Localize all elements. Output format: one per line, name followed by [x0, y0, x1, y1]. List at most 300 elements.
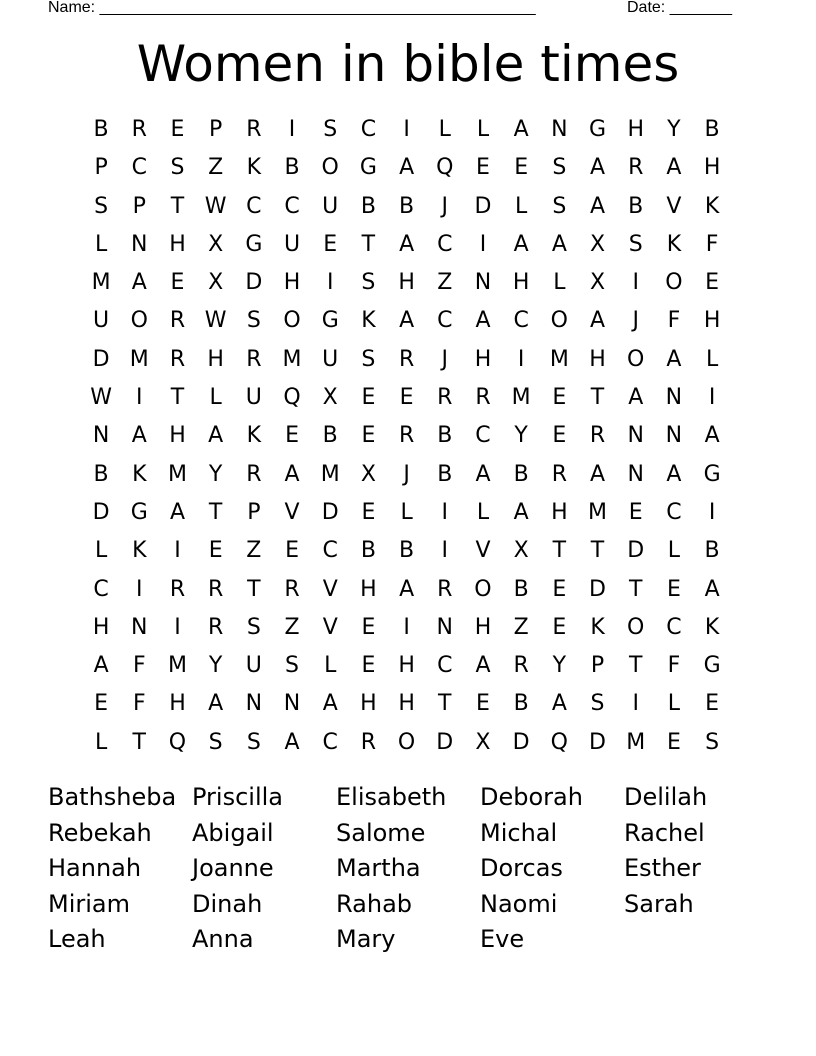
- grid-letter: H: [551, 499, 568, 525]
- grid-letter: T: [590, 538, 605, 564]
- grid-letter: I: [288, 117, 296, 142]
- grid-letter: B: [93, 117, 109, 142]
- grid-letter: A: [399, 308, 415, 334]
- grid-row: [82, 226, 732, 264]
- grid-letter: O: [665, 270, 683, 296]
- grid-row: [82, 341, 732, 379]
- grid-letter: N: [283, 691, 301, 717]
- grid-letter: E: [285, 538, 299, 564]
- grid-letter: A: [551, 691, 567, 717]
- grid-letter: L: [400, 499, 413, 525]
- grid-letter: A: [590, 308, 606, 334]
- grid-letter: C: [284, 193, 300, 219]
- grid-letter: X: [589, 270, 606, 296]
- grid-letter: N: [245, 691, 263, 717]
- word-list-item: Eve: [480, 925, 525, 953]
- grid-letter: M: [320, 461, 340, 487]
- grid-letter: H: [207, 346, 224, 372]
- grid-letter: N: [131, 231, 148, 257]
- grid-letter: M: [588, 499, 608, 525]
- grid-letter: T: [361, 231, 376, 257]
- grid-letter: T: [628, 653, 643, 679]
- grid-letter: H: [169, 231, 186, 257]
- grid-letter: L: [209, 385, 222, 411]
- grid-letter: A: [475, 653, 491, 679]
- grid-letter: K: [132, 461, 147, 487]
- grid-letter: B: [399, 193, 415, 219]
- grid-letter: L: [705, 346, 719, 372]
- grid-letter: G: [703, 461, 721, 487]
- grid-letter: A: [666, 346, 682, 372]
- grid-letter: V: [322, 576, 338, 602]
- grid-letter: S: [170, 155, 185, 181]
- grid-letter: X: [208, 270, 224, 296]
- grid-letter: R: [246, 117, 262, 142]
- grid-letter: M: [129, 346, 149, 372]
- grid-letter: A: [513, 117, 529, 142]
- grid-letter: L: [667, 538, 681, 564]
- grid-letter: R: [475, 385, 491, 411]
- grid-letter: R: [513, 653, 529, 679]
- grid-letter: C: [666, 499, 682, 525]
- grid-letter: R: [551, 461, 567, 487]
- grid-letter: B: [322, 423, 338, 449]
- grid-letter: C: [666, 614, 682, 640]
- grid-row: [82, 456, 732, 494]
- grid-letter: E: [361, 499, 376, 525]
- word-list-item: Miriam: [48, 889, 130, 918]
- name-field-label: Name: _________________________________________________: [48, 0, 536, 16]
- grid-letter: W: [204, 308, 227, 334]
- grid-letter: A: [208, 423, 224, 449]
- grid-letter: L: [476, 499, 490, 525]
- grid-letter: A: [666, 155, 682, 181]
- page-title: Women in bible times: [136, 35, 680, 93]
- grid-letter: U: [283, 231, 301, 257]
- word-list-item: Abigail: [192, 818, 274, 847]
- grid-row: [82, 111, 732, 149]
- grid-letter: I: [174, 614, 181, 640]
- grid-letter: B: [437, 461, 453, 487]
- grid-letter: L: [94, 538, 108, 564]
- letter-grid: [82, 111, 732, 762]
- grid-letter: S: [208, 729, 223, 755]
- grid-letter: E: [476, 155, 490, 181]
- grid-letter: A: [169, 499, 185, 525]
- grid-row: [82, 532, 732, 570]
- grid-letter: C: [437, 231, 453, 257]
- grid-row: [82, 188, 732, 226]
- word-list-item: Anna: [192, 925, 254, 953]
- grid-letter: J: [403, 461, 410, 487]
- grid-letter: U: [322, 193, 339, 219]
- grid-letter: C: [475, 423, 491, 449]
- grid-letter: H: [512, 270, 530, 296]
- word-list-item: Naomi: [480, 889, 558, 918]
- grid-letter: F: [667, 308, 681, 334]
- grid-letter: G: [359, 155, 377, 181]
- grid-letter: V: [322, 614, 338, 640]
- word-list-item: Priscilla: [192, 783, 283, 811]
- grid-letter: A: [284, 461, 300, 487]
- grid-letter: Z: [513, 614, 529, 640]
- grid-letter: T: [247, 576, 261, 602]
- grid-letter: U: [245, 653, 262, 679]
- grid-letter: H: [360, 576, 377, 602]
- grid-letter: A: [475, 461, 491, 487]
- grid-letter: Y: [208, 461, 223, 487]
- grid-letter: J: [632, 308, 639, 334]
- grid-letter: S: [361, 270, 376, 296]
- grid-letter: K: [666, 231, 682, 257]
- grid-letter: S: [246, 614, 261, 640]
- grid-letter: E: [208, 538, 223, 564]
- grid-letter: E: [323, 231, 338, 257]
- grid-letter: M: [282, 346, 302, 372]
- grid-letter: B: [704, 538, 720, 564]
- grid-letter: Z: [208, 155, 224, 181]
- grid-letter: D: [512, 729, 530, 755]
- word-list-item: Dorcas: [480, 854, 563, 882]
- grid-letter: M: [511, 385, 531, 411]
- grid-letter: K: [704, 614, 720, 640]
- grid-letter: E: [705, 691, 720, 717]
- grid-row: [82, 417, 732, 455]
- grid-letter: G: [321, 308, 339, 334]
- grid-letter: B: [513, 461, 529, 487]
- grid-letter: A: [131, 423, 147, 449]
- grid-letter: E: [361, 653, 376, 679]
- grid-letter: I: [517, 346, 525, 372]
- word-list-item: Dinah: [192, 889, 263, 918]
- word-list: [48, 780, 768, 958]
- grid-letter: I: [136, 385, 143, 411]
- grid-letter: E: [361, 423, 376, 449]
- grid-letter: U: [245, 385, 262, 411]
- grid-letter: G: [130, 499, 148, 525]
- grid-letter: D: [589, 729, 606, 755]
- word-list-item: Rachel: [624, 818, 705, 847]
- grid-letter: E: [285, 423, 299, 449]
- grid-letter: T: [552, 538, 567, 564]
- grid-letter: H: [703, 155, 721, 181]
- grid-row: [82, 494, 732, 532]
- grid-letter: I: [632, 270, 639, 296]
- grid-letter: X: [208, 231, 224, 257]
- grid-letter: G: [589, 117, 607, 142]
- grid-row: [82, 609, 732, 647]
- grid-letter: N: [131, 614, 148, 640]
- grid-letter: R: [437, 576, 453, 602]
- grid-letter: R: [437, 385, 453, 411]
- grid-letter: I: [708, 499, 716, 525]
- grid-letter: H: [703, 308, 721, 334]
- grid-letter: H: [283, 270, 301, 296]
- grid-letter: R: [169, 308, 186, 334]
- grid-letter: Q: [283, 385, 301, 411]
- grid-letter: A: [284, 729, 300, 755]
- grid-letter: A: [208, 691, 224, 717]
- grid-letter: B: [704, 117, 720, 142]
- grid-letter: E: [666, 729, 681, 755]
- grid-letter: E: [552, 576, 567, 602]
- grid-letter: B: [437, 423, 453, 449]
- grid-letter: S: [361, 346, 376, 372]
- grid-letter: D: [321, 499, 339, 525]
- word-list-item: Esther: [624, 854, 701, 882]
- grid-letter: P: [590, 653, 605, 679]
- grid-row: [82, 647, 732, 685]
- grid-letter: W: [204, 193, 227, 219]
- grid-letter: B: [399, 538, 415, 564]
- grid-letter: I: [708, 385, 716, 411]
- grid-letter: R: [360, 729, 377, 755]
- grid-letter: B: [513, 576, 529, 602]
- grid-letter: C: [131, 155, 147, 181]
- grid-letter: E: [361, 385, 376, 411]
- grid-letter: B: [360, 193, 376, 219]
- grid-letter: Q: [168, 729, 187, 755]
- grid-letter: R: [398, 423, 415, 449]
- grid-letter: C: [513, 308, 529, 334]
- grid-letter: V: [666, 193, 682, 219]
- grid-letter: B: [628, 193, 644, 219]
- grid-letter: I: [632, 691, 639, 717]
- grid-letter: H: [398, 270, 415, 296]
- grid-letter: A: [513, 499, 529, 525]
- grid-letter: I: [174, 538, 181, 564]
- grid-letter: E: [705, 270, 720, 296]
- grid-letter: E: [552, 423, 567, 449]
- grid-letter: G: [245, 231, 263, 257]
- grid-letter: X: [589, 231, 606, 257]
- grid-row: [82, 571, 732, 609]
- grid-letter: E: [170, 270, 185, 296]
- grid-letter: Y: [552, 653, 567, 679]
- grid-letter: N: [627, 423, 644, 449]
- grid-letter: N: [627, 461, 644, 487]
- grid-letter: O: [474, 576, 492, 602]
- grid-letter: A: [590, 461, 606, 487]
- word-list-item: Joanne: [192, 854, 274, 882]
- grid-letter: H: [169, 691, 186, 717]
- grid-letter: P: [94, 155, 108, 181]
- grid-letter: R: [398, 346, 415, 372]
- grid-letter: D: [589, 576, 606, 602]
- grid-letter: L: [438, 117, 451, 142]
- grid-letter: U: [322, 346, 339, 372]
- grid-letter: V: [475, 538, 491, 564]
- grid-letter: I: [136, 576, 143, 602]
- grid-letter: H: [360, 691, 377, 717]
- grid-letter: A: [704, 423, 720, 449]
- grid-letter: E: [170, 117, 185, 142]
- word-list-item: Deborah: [480, 783, 583, 811]
- grid-letter: H: [474, 346, 492, 372]
- word-list-item: Rebekah: [48, 818, 152, 847]
- grid-letter: O: [550, 308, 568, 334]
- grid-letter: A: [704, 576, 720, 602]
- word-list-item: Elisabeth: [336, 783, 447, 811]
- grid-letter: T: [590, 385, 605, 411]
- grid-letter: Z: [437, 270, 453, 296]
- grid-letter: B: [513, 691, 529, 717]
- grid-letter: Y: [667, 117, 681, 142]
- grid-letter: N: [92, 423, 110, 449]
- grid-letter: L: [553, 270, 566, 296]
- grid-letter: K: [132, 538, 147, 564]
- grid-letter: L: [94, 729, 108, 755]
- grid-letter: L: [476, 117, 490, 142]
- grid-letter: E: [514, 155, 529, 181]
- word-list-item: Martha: [336, 854, 421, 882]
- grid-letter: S: [246, 308, 261, 334]
- grid-letter: K: [704, 193, 720, 219]
- grid-letter: I: [403, 117, 410, 142]
- grid-letter: H: [627, 117, 644, 142]
- grid-letter: D: [245, 270, 263, 296]
- grid-letter: A: [399, 576, 415, 602]
- grid-letter: L: [667, 691, 681, 717]
- grid-letter: A: [590, 155, 606, 181]
- grid-letter: E: [552, 614, 567, 640]
- grid-letter: Q: [550, 729, 568, 755]
- grid-row: [82, 302, 732, 340]
- grid-letter: Y: [208, 653, 223, 679]
- grid-letter: R: [208, 576, 224, 602]
- grid-letter: F: [132, 653, 146, 679]
- grid-letter: O: [130, 308, 148, 334]
- grid-letter: O: [397, 729, 416, 755]
- grid-letter: R: [169, 346, 186, 372]
- grid-letter: D: [436, 729, 454, 755]
- grid-letter: E: [666, 576, 681, 602]
- grid-letter: C: [322, 538, 338, 564]
- grid-letter: Q: [436, 155, 454, 181]
- grid-letter: X: [475, 729, 491, 755]
- grid-letter: B: [360, 538, 376, 564]
- word-list-item: Salome: [336, 818, 426, 847]
- grid-letter: H: [474, 614, 492, 640]
- grid-letter: V: [284, 499, 300, 525]
- grid-letter: O: [321, 155, 339, 181]
- grid-letter: S: [552, 193, 567, 219]
- grid-letter: R: [628, 155, 644, 181]
- grid-letter: B: [284, 155, 300, 181]
- grid-letter: A: [131, 270, 147, 296]
- grid-letter: S: [705, 729, 720, 755]
- grid-letter: L: [94, 231, 108, 257]
- grid-letter: X: [360, 461, 376, 487]
- grid-letter: K: [246, 423, 262, 449]
- grid-letter: J: [441, 346, 449, 372]
- grid-letter: H: [169, 423, 186, 449]
- word-list-item: Leah: [48, 925, 106, 953]
- grid-letter: J: [441, 193, 449, 219]
- grid-letter: Y: [514, 423, 528, 449]
- grid-letter: T: [438, 691, 452, 717]
- grid-letter: S: [552, 155, 567, 181]
- grid-letter: T: [132, 729, 146, 755]
- word-list-item: Mary: [336, 925, 396, 953]
- grid-letter: N: [665, 385, 683, 411]
- grid-letter: Z: [246, 538, 262, 564]
- grid-letter: O: [627, 614, 645, 640]
- grid-letter: M: [167, 653, 187, 679]
- grid-letter: A: [628, 385, 644, 411]
- grid-letter: L: [324, 653, 337, 679]
- grid-letter: N: [551, 117, 568, 142]
- word-list-item: Delilah: [624, 783, 708, 811]
- grid-letter: C: [437, 308, 453, 334]
- grid-letter: R: [131, 117, 147, 142]
- grid-letter: N: [665, 423, 683, 449]
- word-list-item: Rahab: [336, 889, 413, 918]
- grid-letter: D: [627, 538, 645, 564]
- grid-letter: F: [705, 231, 719, 257]
- grid-letter: R: [246, 461, 262, 487]
- grid-letter: H: [398, 691, 415, 717]
- grid-letter: R: [284, 576, 300, 602]
- word-list-item: Sarah: [624, 889, 694, 918]
- grid-letter: L: [515, 193, 528, 219]
- grid-row: [82, 685, 732, 723]
- grid-letter: D: [92, 499, 110, 525]
- grid-row: [82, 724, 732, 762]
- grid-letter: O: [283, 308, 301, 334]
- grid-letter: I: [479, 231, 487, 257]
- grid-letter: A: [475, 308, 491, 334]
- grid-letter: E: [628, 499, 643, 525]
- grid-letter: R: [589, 423, 606, 449]
- grid-letter: K: [361, 308, 376, 334]
- word-list-item: Bathsheba: [48, 783, 177, 811]
- grid-letter: C: [246, 193, 262, 219]
- grid-letter: E: [476, 691, 490, 717]
- grid-letter: O: [627, 346, 645, 372]
- grid-letter: H: [92, 614, 110, 640]
- grid-letter: P: [247, 499, 261, 525]
- grid-letter: R: [208, 614, 224, 640]
- grid-letter: I: [441, 499, 449, 525]
- word-list-item: Hannah: [48, 854, 142, 882]
- grid-letter: S: [323, 117, 338, 142]
- grid-letter: U: [93, 308, 110, 334]
- grid-letter: N: [436, 614, 454, 640]
- grid-letter: T: [170, 193, 185, 219]
- grid-letter: A: [666, 461, 682, 487]
- grid-row: [82, 149, 732, 187]
- date-field-label: Date: _______: [627, 0, 732, 16]
- grid-letter: N: [474, 270, 492, 296]
- grid-letter: G: [703, 653, 721, 679]
- grid-letter: T: [170, 385, 185, 411]
- grid-letter: A: [551, 231, 567, 257]
- grid-letter: S: [285, 653, 300, 679]
- grid-letter: H: [589, 346, 606, 372]
- grid-letter: S: [246, 729, 261, 755]
- grid-letter: E: [399, 385, 414, 411]
- grid-letter: T: [628, 576, 643, 602]
- grid-letter: C: [322, 729, 338, 755]
- grid-letter: S: [94, 193, 109, 219]
- grid-letter: R: [169, 576, 186, 602]
- grid-letter: K: [590, 614, 605, 640]
- grid-letter: C: [93, 576, 109, 602]
- word-list-item: Michal: [480, 818, 558, 847]
- grid-letter: D: [92, 346, 110, 372]
- grid-letter: I: [403, 614, 410, 640]
